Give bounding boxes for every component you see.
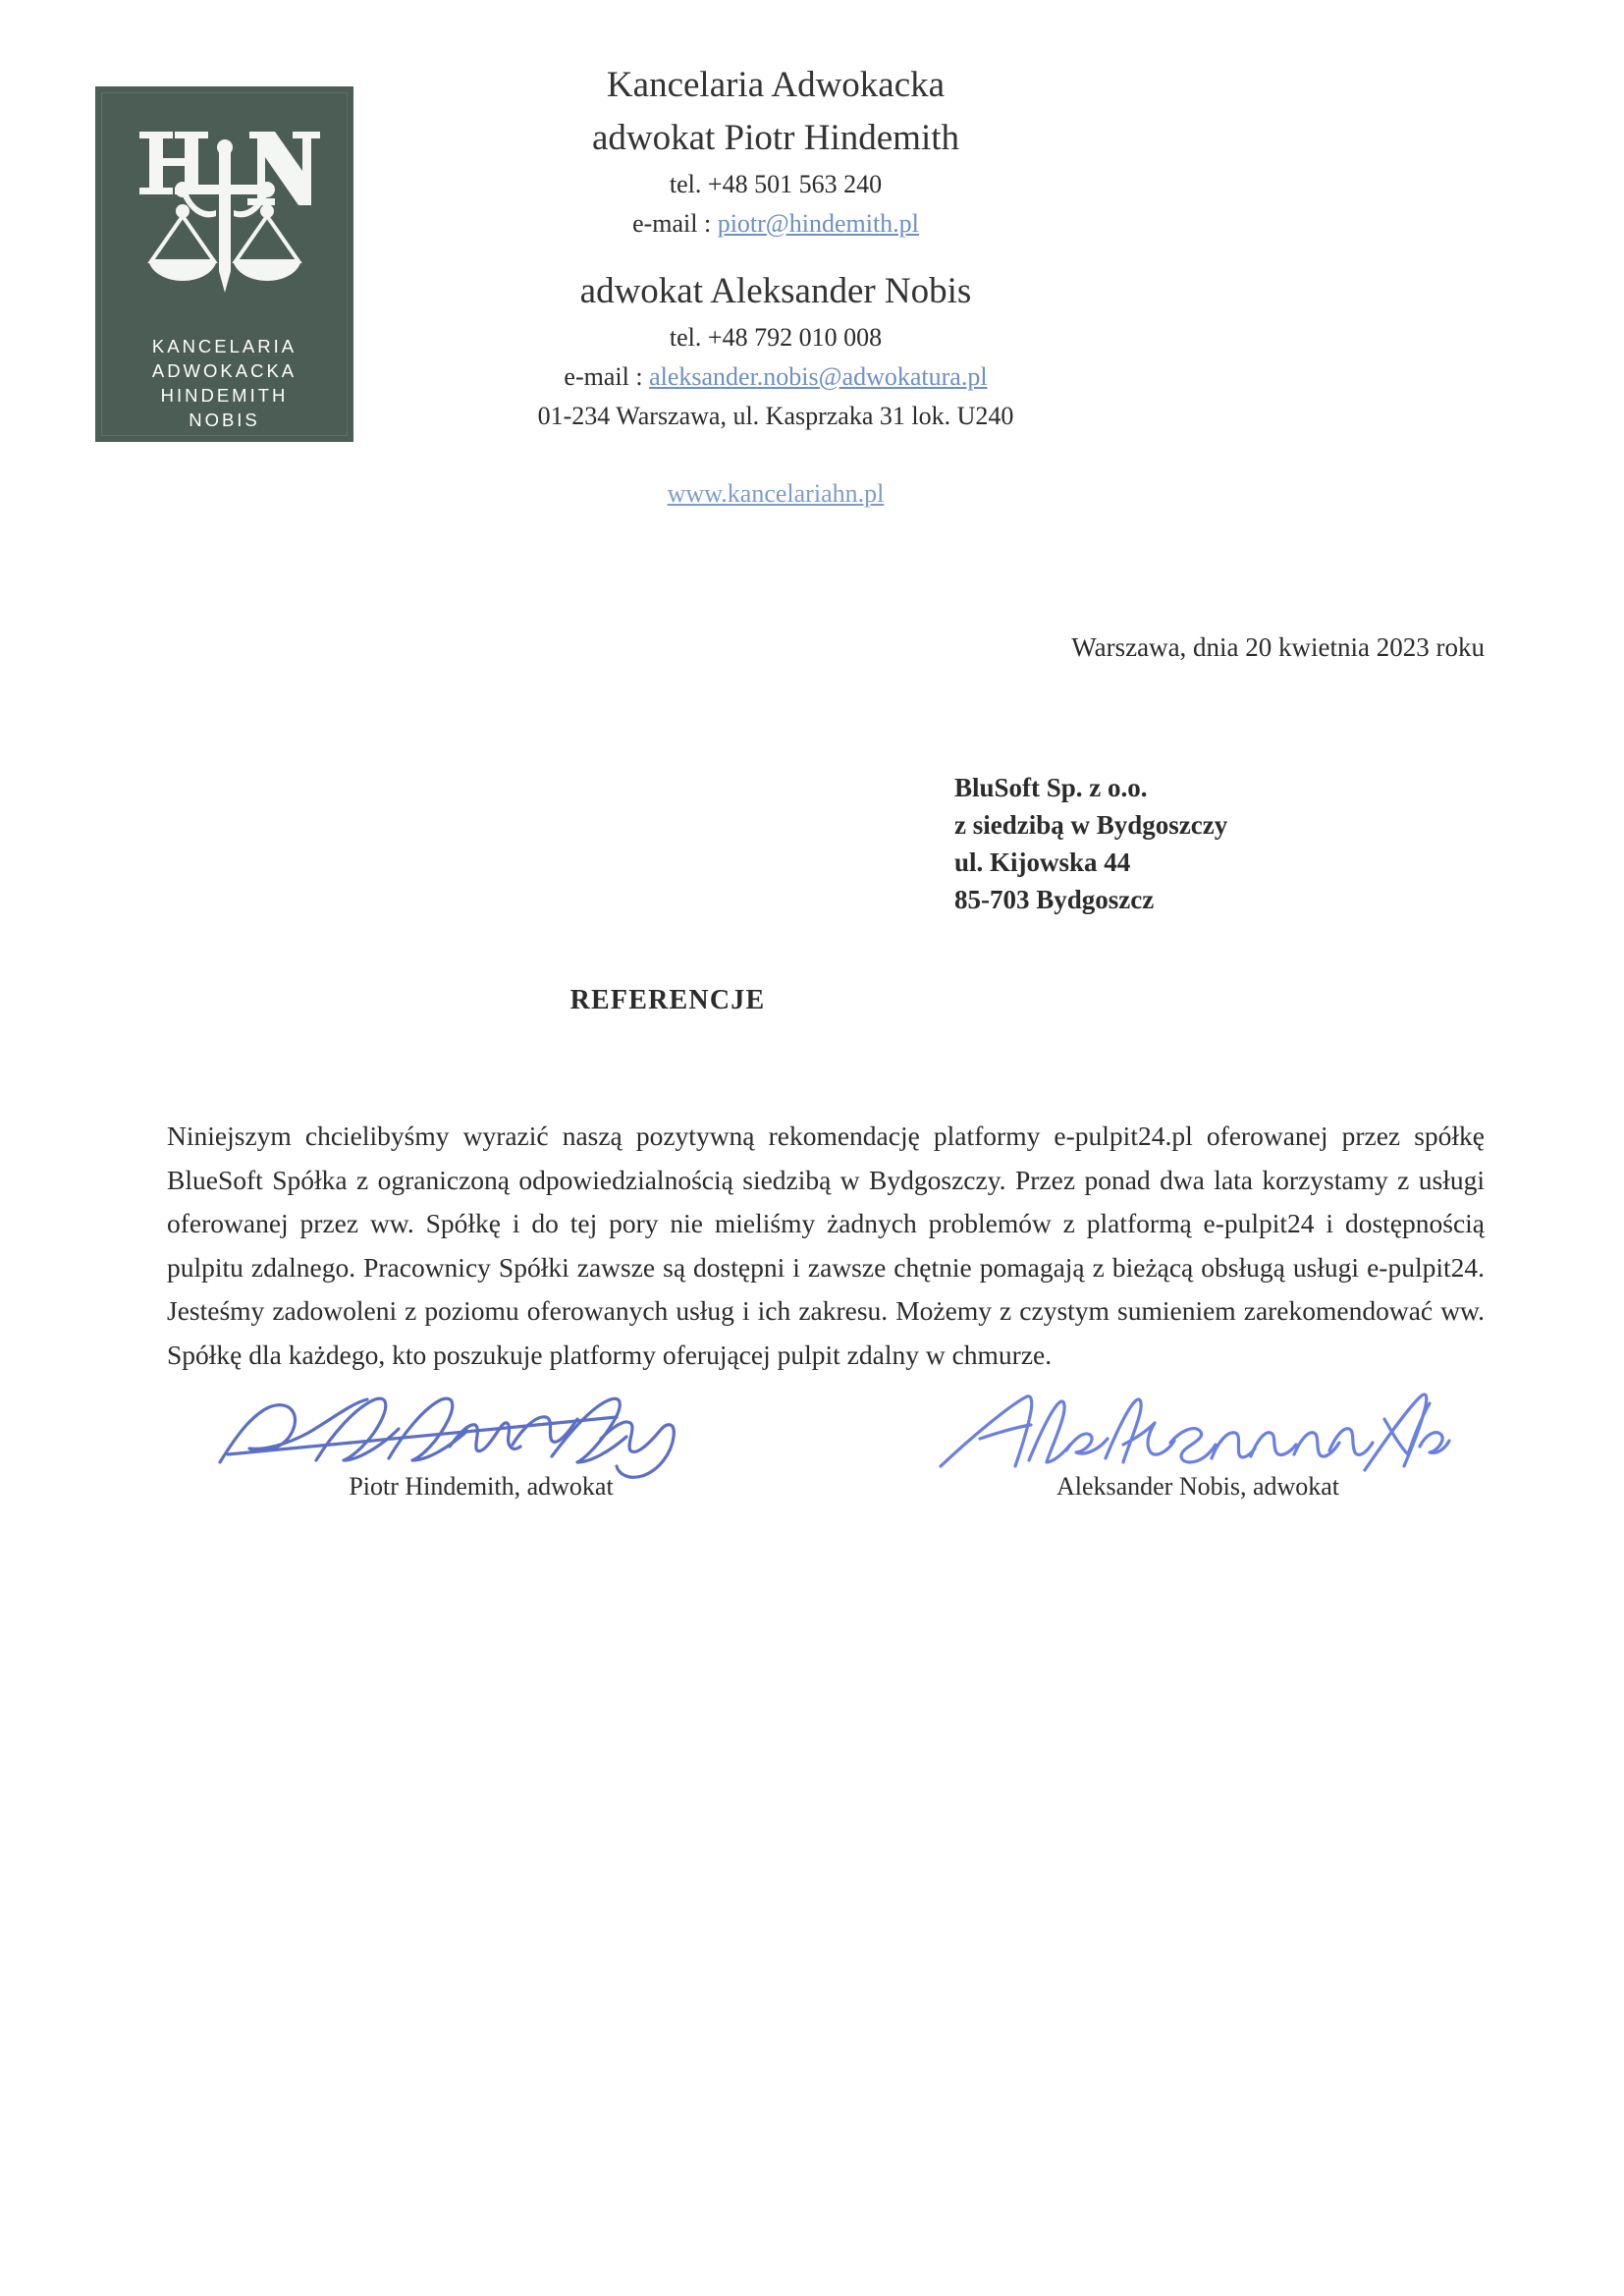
recipient-address-block (954, 769, 1227, 918)
signature-caption-left: Piotr Hindemith, adwokat (349, 1472, 614, 1501)
attorney-1-email-link[interactable]: piotr@hindemith.pl (717, 209, 919, 238)
signature-handwriting-right (923, 1390, 1473, 1480)
letterhead-spacer (393, 244, 1159, 265)
recipient-line-4: 85-703 Bydgoszcz (954, 885, 1155, 914)
logo-wordmark-line-1: KANCELARIA (151, 336, 298, 356)
firm-name: Kancelaria Adwokacka (606, 65, 946, 105)
attorney-1-email-row (393, 204, 1159, 244)
body-paragraph: Niniejszym chcielibyśmy wyrazić naszą pozytywną rekomendację platformy e-pulpit24.pl oferowanej przez spółkę BlueSoft Spółka z ograniczoną odpowiedzialnością siedzibą w Bydgoszczy. Przez ponad dwa lata korzystamy z usługi oferowanej przez ww. Spółkę i do tej pory nie mieliśmy żadnych problemów z platformą e-pulpit24 i dostępnością pulpitu zdalnego. Pracownicy Spółki zawsze są dostępni i zawsze chętnie pomagają z bieżącą obsługą usługi e-pulpit24. Jesteśmy zadowoleni z poziomu oferowanych usług i ich zakresu. Możemy z czystym sumieniem zarekomendować ww. Spółkę dla każdego, kto poszukuje platformy oferującej pulpit zdalny w chmurze. (167, 1121, 1485, 1370)
logo-wordmark-line-2: ADWOKACKA (151, 360, 298, 381)
website-row (393, 475, 1159, 513)
signature-block-left (206, 1390, 756, 1502)
attorney-2-phone: tel. +48 792 010 008 (669, 323, 883, 352)
attorney-1-email-label: e-mail : (632, 209, 718, 238)
document-title: REFERENCJE (569, 985, 766, 1015)
letterhead (393, 59, 1159, 513)
recipient-line-2: z siedzibą w Bydgoszczy (954, 810, 1228, 840)
attorney-1-phone: tel. +48 501 563 240 (669, 170, 883, 198)
scales-and-sword-icon (95, 114, 353, 325)
attorney-1-name: adwokat Piotr Hindemith (591, 118, 960, 158)
recipient-line-1: BluSoft Sp. z o.o. (954, 773, 1148, 802)
attorney-2-email-row (393, 357, 1159, 397)
logo-wordmark-line-3: HINDEMITH (160, 385, 289, 406)
attorney-2-email-label: e-mail : (564, 362, 650, 391)
logo-wordmark (95, 334, 353, 432)
signature-handwriting-left (206, 1390, 756, 1480)
logo-wordmark-line-4: NOBIS (189, 410, 260, 430)
signature-area (167, 1390, 1485, 1537)
attorney-2-name: adwokat Aleksander Nobis (579, 271, 972, 311)
recipient-line-3: ul. Kijowska 44 (954, 847, 1131, 877)
office-address: 01-234 Warszawa, ul. Kasprzaka 31 lok. U240 (537, 402, 1014, 430)
signature-block-right (923, 1390, 1473, 1502)
date-line: Warszawa, dnia 20 kwietnia 2023 roku (1071, 632, 1485, 662)
firm-logo (95, 86, 353, 442)
website-link[interactable]: www.kancelariahn.pl (667, 479, 885, 508)
attorney-2-email-link[interactable]: aleksander.nobis@adwokatura.pl (649, 362, 988, 391)
signature-caption-right: Aleksander Nobis, adwokat (1056, 1472, 1340, 1501)
